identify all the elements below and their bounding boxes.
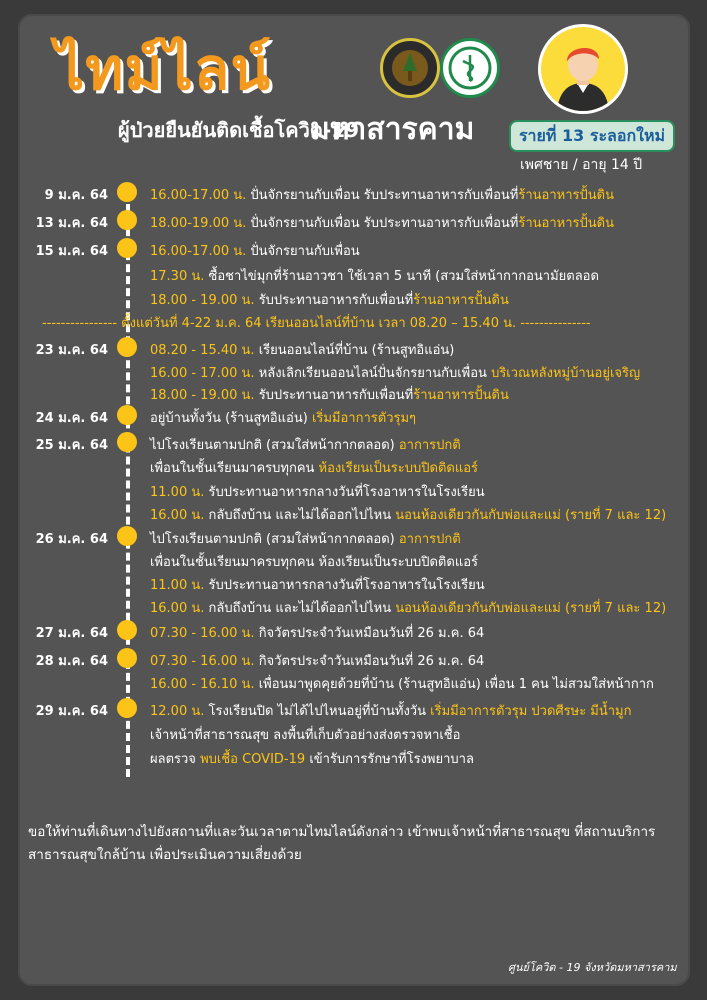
timeline-date: 26 ม.ค. 64 [35, 532, 108, 547]
timeline-line-text: 18.00-19.00 น. ปั่นจักรยานกับเพื่อน รับประทานอาหารกับเพื่อนที่ร้านอาหารปั้นดิน [150, 216, 614, 231]
timeline-dot [117, 238, 137, 258]
page-title: ไทม์ไลน์ [55, 35, 271, 103]
timeline-line-text: 12.00 น. โรงเรียนปิด ไม่ได้ไปไหนอยู่ที่บ้านทั้งวัน เริ่มมีอาการตัวรุม ปวดศีรษะ มีน้ำมูก [150, 704, 632, 719]
timeline-line-text: 11.00 น. รับประทานอาหารกลางวันที่โรงอาหารในโรงเรียน [150, 485, 485, 500]
timeline-date: 24 ม.ค. 64 [35, 411, 108, 426]
timeline-date: 28 ม.ค. 64 [35, 654, 108, 669]
timeline-dot [117, 337, 137, 357]
timeline-line-text: ไปโรงเรียนตามปกติ (สวมใส่หน้ากากตลอด) อาการปกติ [150, 532, 461, 547]
timeline-line-text: 07.30 - 16.00 น. กิจวัตรประจำวันเหมือนวันที่ 26 ม.ค. 64 [150, 626, 485, 641]
timeline-date: 13 ม.ค. 64 [35, 216, 108, 231]
timeline-line-text: เพื่อนในชั้นเรียนมาครบทุกคน ห้องเรียนเป็นระบบปิดติดแอร์ [150, 555, 478, 570]
province-title: มหาสารคาม [310, 112, 475, 147]
timeline-line-text: 16.00 น. กลับถึงบ้าน และไม่ได้ออกไปไหน นอนห้องเดียวกันกับพ่อและแม่ (รายที่ 7 และ 12) [150, 601, 667, 616]
timeline-dot [117, 526, 137, 546]
timeline-line-text: 07.30 - 16.00 น. กิจวัตรประจำวันเหมือนวันที่ 26 ม.ค. 64 [150, 654, 485, 669]
timeline-date: 27 ม.ค. 64 [35, 626, 108, 641]
timeline-dot [117, 432, 137, 452]
timeline-dot [117, 210, 137, 230]
timeline-dot [117, 698, 137, 718]
timeline-line-text: 18.00 - 19.00 น. รับประทานอาหารกับเพื่อนที่ร้านอาหารปั้นดิน [150, 293, 509, 308]
timeline-line-text: อยู่บ้านทั้งวัน (ร้านสูทอิแอ่น) เริ่มมีอาการตัวรุมๆ [150, 411, 417, 426]
timeline-line-text: 18.00 - 19.00 น. รับประทานอาหารกับเพื่อนที่ร้านอาหารปั้นดิน [150, 388, 509, 403]
timeline-line-text: 16.00-17.00 น. ปั่นจักรยานกับเพื่อน รับประทานอาหารกับเพื่อนที่ร้านอาหารปั้นดิน [150, 188, 614, 203]
timeline-dot [117, 405, 137, 425]
timeline-line-text: 16.00 - 17.00 น. หลังเลิกเรียนออนไลน์ปั่นจักรยานกับเพื่อน บริเวณหลังหมู่บ้านอยู่เจริญ [150, 366, 641, 381]
notice-line-1: ขอให้ท่านที่เดินทางไปยังสถานที่และวันเวลาตามไทมไลน์ดังกล่าว เข้าพบเจ้าหน้าที่สาธารณสุข ที่สถานบริการ [28, 824, 656, 840]
timeline-date: 25 ม.ค. 64 [35, 438, 108, 453]
online-study-separator: ---------------- ตั้งแต่วันที่ 4-22 ม.ค. 64 เรียนออนไลน์ที่บ้าน เวลา 08.20 – 15.40 น. --------------- [42, 316, 591, 331]
timeline-line-text: 08.20 - 15.40 น. เรียนออนไลน์ที่บ้าน (ร้านสูทอิแอ่น) [150, 343, 455, 358]
timeline-line-text: เจ้าหน้าที่สาธารณสุข ลงพื้นที่เก็บตัวอย่างส่งตรวจหาเชื้อ [150, 728, 461, 743]
timeline-line-text: เพื่อนในชั้นเรียนมาครบทุกคน ห้องเรียนเป็นระบบปิดติดแอร์ [150, 461, 478, 476]
notice-line-2: สาธารณสุขใกล้บ้าน เพื่อประเมินความเสี่ยงด้วย [28, 847, 302, 863]
timeline-dot [117, 182, 137, 202]
case-info: เพศชาย / อายุ 14 ปี [520, 157, 643, 173]
subtitle-label: ผู้ป่วยยืนยันติดเชื้อโควิด-19 [118, 118, 360, 142]
timeline-date: 15 ม.ค. 64 [35, 244, 108, 259]
ministry-of-public-health-logo-icon [440, 38, 500, 98]
timeline-line-text: 16.00 น. กลับถึงบ้าน และไม่ได้ออกไปไหน นอนห้องเดียวกันกับพ่อและแม่ (รายที่ 7 และ 12) [150, 508, 667, 523]
case-badge: รายที่ 13 ระลอกใหม่ [509, 120, 675, 152]
patient-avatar-icon [538, 24, 628, 114]
timeline-dot [117, 620, 137, 640]
timeline-line-text: 17.30 น. ซื้อชาไข่มุกที่ร้านอาวชา ใช้เวลา 5 นาที (สวมใส่หน้ากากอนามัยตลอด [150, 269, 599, 284]
timeline-line-text: 16.00-17.00 น. ปั่นจักรยานกับเพื่อน [150, 244, 360, 259]
timeline-line-text: 11.00 น. รับประทานอาหารกลางวันที่โรงอาหารในโรงเรียน [150, 578, 485, 593]
timeline-line-text: ผลตรวจ พบเชื้อ COVID-19 เข้ารับการรักษาที่โรงพยาบาล [150, 752, 474, 767]
timeline-date: 29 ม.ค. 64 [35, 704, 108, 719]
timeline-line-text: ไปโรงเรียนตามปกติ (สวมใส่หน้ากากตลอด) อาการปกติ [150, 438, 461, 453]
timeline-line-text: 16.00 - 16.10 น. เพื่อนมาพูดคุยด้วยที่บ้าน (ร้านสูทอิแอ่น) เพื่อน 1 คน ไม่สวมใส่หน้ากาก [150, 677, 654, 692]
timeline-date: 9 ม.ค. 64 [44, 188, 108, 203]
footer-credit: ศูนย์โควิด - 19 จังหวัดมหาสารคาม [508, 961, 677, 974]
timeline-date: 23 ม.ค. 64 [35, 343, 108, 358]
timeline-dot [117, 648, 137, 668]
province-seal-icon [380, 38, 440, 98]
timeline-line [126, 192, 130, 777]
